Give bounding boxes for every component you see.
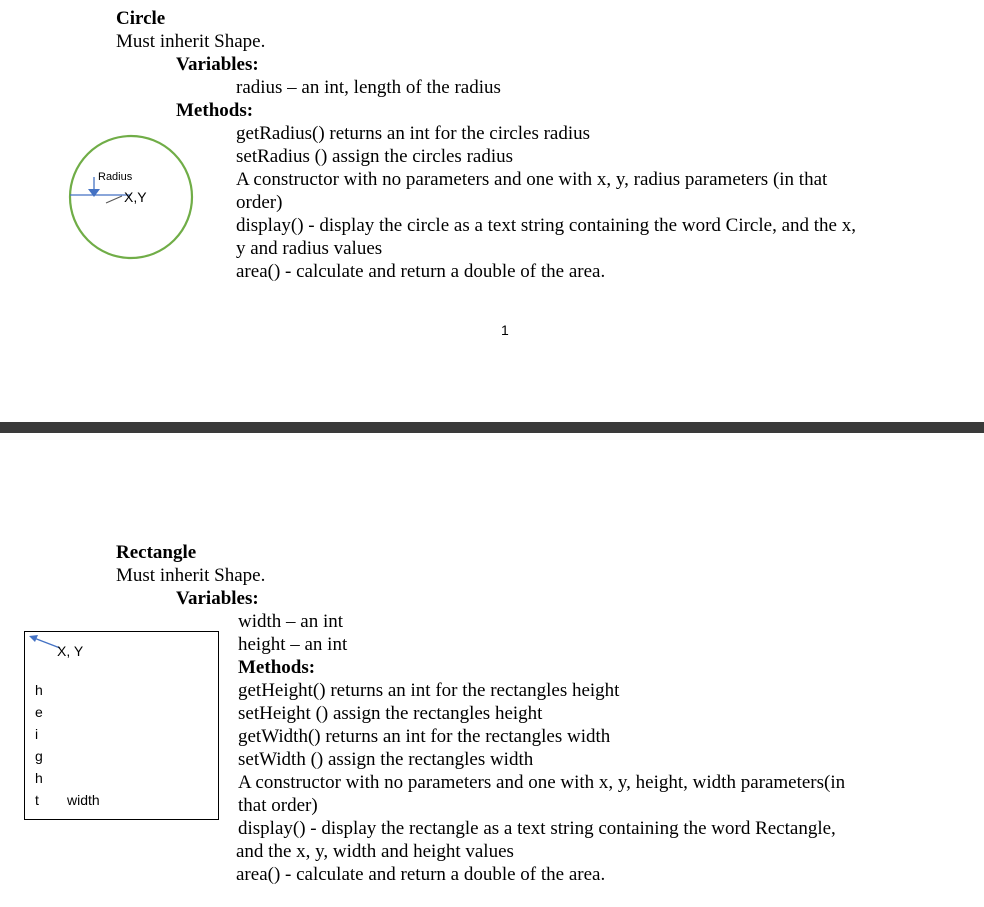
center-pointer [106,196,122,203]
rectangle-method-line: that order) [238,795,318,816]
height-letter: t [35,792,39,808]
height-letter: g [35,748,43,764]
circle-method-line: y and radius values [236,238,383,259]
circle-method-line: order) [236,192,283,213]
radius-label: Radius [98,171,133,183]
height-letter: i [35,726,39,742]
rectangle-variable-width: width – an int [238,611,344,632]
page-number: 1 [501,322,509,338]
rectangle-method-line: and the x, y, width and height values [236,841,514,862]
radius-arrow-icon [88,189,100,197]
height-letter: e [35,704,43,720]
rectangle-method-line: area() - calculate and return a double of the area. [236,864,606,885]
circle-method-line: display() - display the circle as a text string containing the word Circle, and the x, [236,215,856,236]
circle-variable-radius: radius – an int, length of the radius [236,77,501,98]
circle-variables-heading: Variables: [176,54,259,75]
circle-methods-heading: Methods: [176,100,254,121]
circle-method-line: setRadius () assign the circles radius [236,146,514,167]
rectangle-method-line: setWidth () assign the rectangles width [238,749,534,770]
height-letter: h [35,682,43,698]
corner-xy-label: X, Y [57,643,84,659]
circle-method-line: area() - calculate and return a double of the area. [236,261,606,282]
rectangle-variables-heading: Variables: [176,588,259,609]
rectangle-method-line: setHeight () assign the rectangles height [238,703,543,724]
center-xy-label: X,Y [124,189,147,205]
circle-inherit-text: Must inherit Shape. [116,31,266,52]
page-divider [0,422,984,433]
height-letter: h [35,770,43,786]
rectangle-diagram [24,631,219,820]
rectangle-method-line: display() - display the rectangle as a text string containing the word Rectangle, [238,818,836,839]
rectangle-method-line: A constructor with no parameters and one with x, y, height, width parameters(in [238,772,846,793]
rectangle-method-line: getHeight() returns an int for the rectangles height [238,680,620,701]
rectangle-inherit-text: Must inherit Shape. [116,565,266,586]
rectangle-title: Rectangle [116,542,197,563]
circle-title: Circle [116,8,166,29]
circle-method-line: A constructor with no parameters and one with x, y, radius parameters (in that [236,169,828,190]
rectangle-methods-heading: Methods: [238,657,316,678]
rectangle-variable-height: height – an int [238,634,348,655]
rectangle-method-line: getWidth() returns an int for the rectangles width [238,726,611,747]
circle-method-line: getRadius() returns an int for the circles radius [236,123,591,144]
width-label: width [67,792,100,808]
